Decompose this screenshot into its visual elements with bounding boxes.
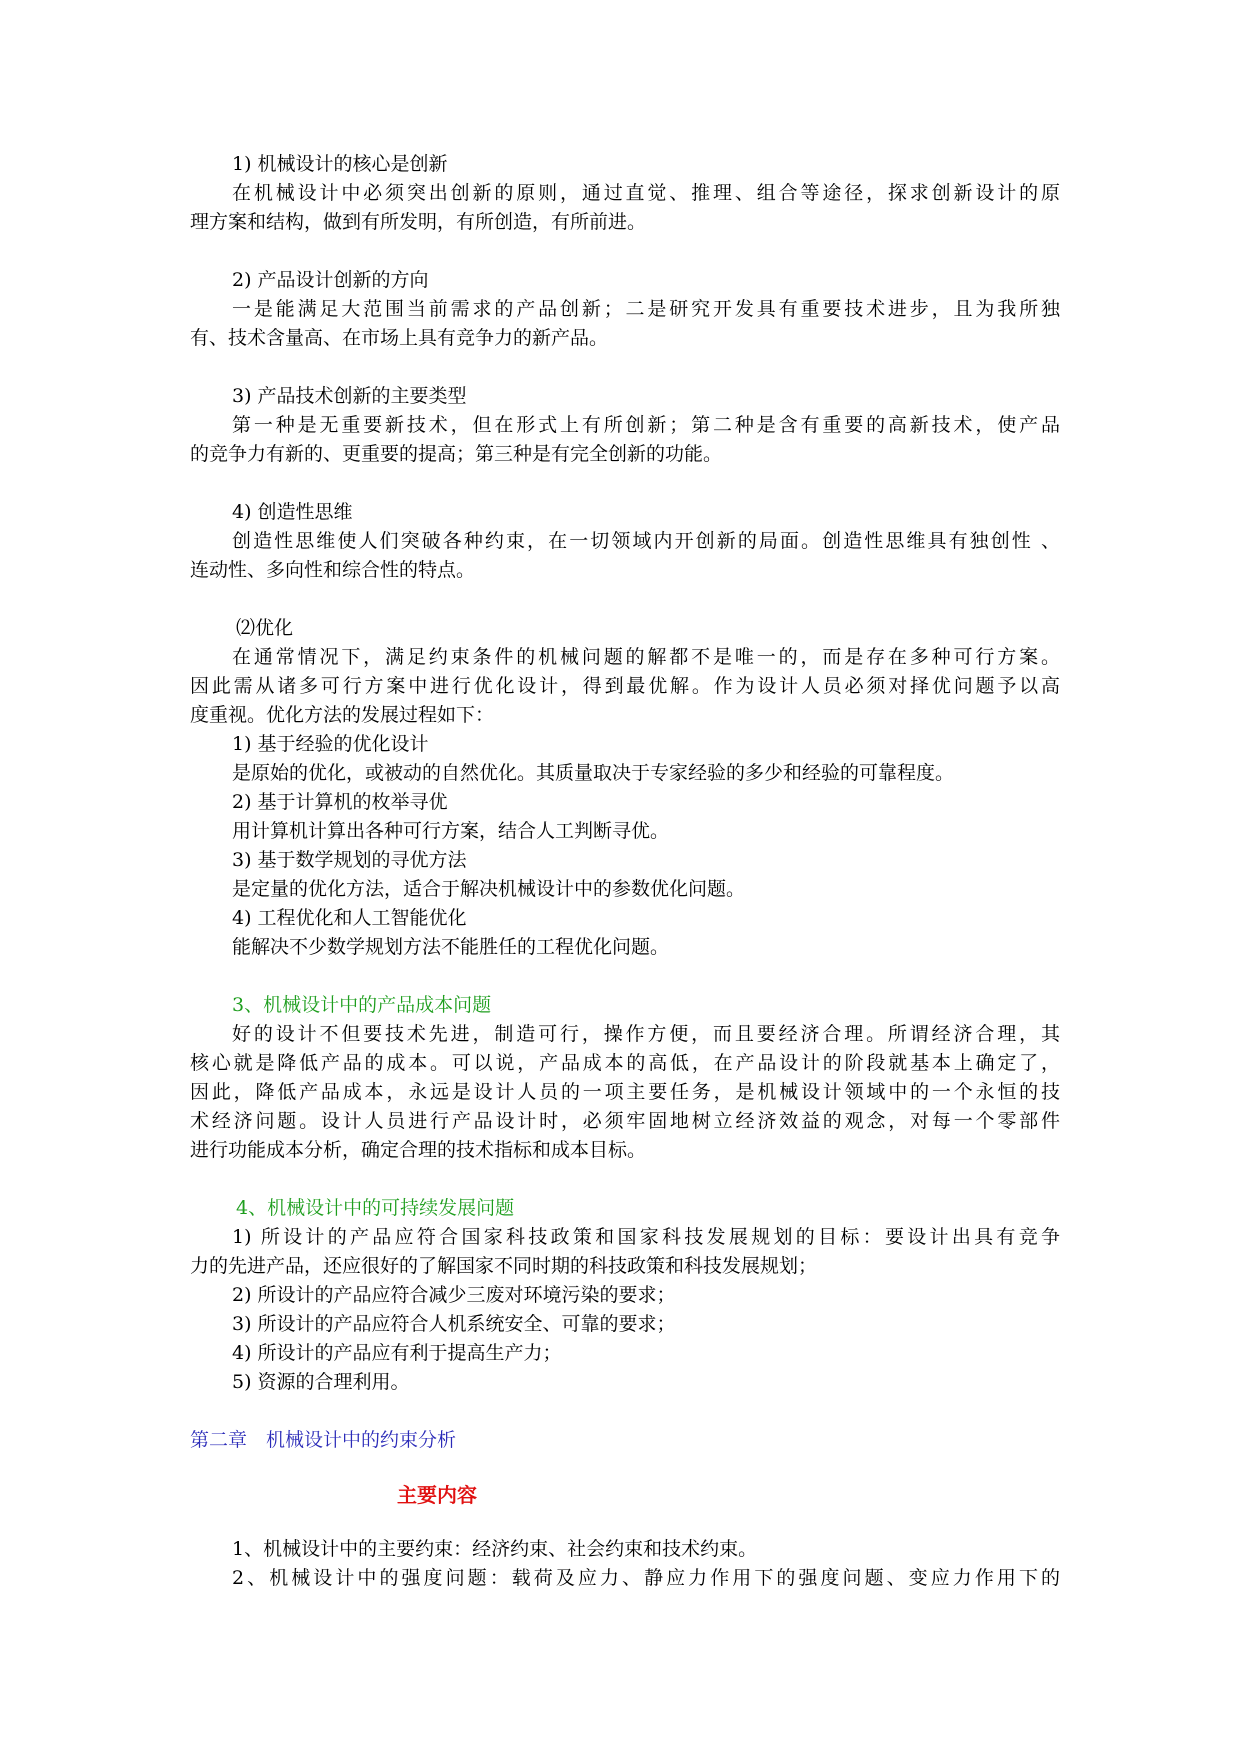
list-item-heading: 3) 基于数学规划的寻优方法: [232, 849, 467, 871]
paragraph-line: 好的设计不但要技术先进，制造可行，操作方便，而且要经济合理。所谓经济合理，其: [232, 1023, 1060, 1045]
paragraph-line: 度重视。优化方法的发展过程如下：: [190, 704, 495, 726]
paragraph-line: 的竞争力有新的、更重要的提高；第三种是有完全创新的功能。: [190, 443, 723, 465]
list-item-text: 能解决不少数学规划方法不能胜任的工程优化问题。: [232, 936, 670, 958]
paragraph-line: 理方案和结构，做到有所发明，有所创造，有所前进。: [190, 211, 647, 233]
paragraph-line: 核心就是降低产品的成本。可以说，产品成本的高低，在产品设计的阶段就基本上确定了，: [190, 1052, 1060, 1074]
paragraph-line: 一是能满足大范围当前需求的产品创新；二是研究开发具有重要技术进步，且为我所独: [232, 298, 1060, 320]
heading-sustainable-development: 4、机械设计中的可持续发展问题: [236, 1197, 515, 1219]
paragraph-line: 因此，降低产品成本，永远是设计人员的一项主要任务，是机械设计领域中的一个永恒的技: [190, 1081, 1060, 1103]
list-item-text: 1、机械设计中的主要约束：经济约束、社会约束和技术约束。: [232, 1538, 758, 1560]
chapter-title: 第二章 机械设计中的约束分析: [190, 1429, 457, 1451]
list-item-heading: 2) 基于计算机的枚举寻优: [232, 791, 448, 813]
list-item-text: 力的先进产品，还应很好的了解国家不同时期的科技政策和科技发展规划；: [190, 1255, 818, 1277]
paragraph-line: 因此需从诸多可行方案中进行优化设计，得到最优解。作为设计人员必须对择优问题予以高: [190, 675, 1060, 697]
list-item-text: 5) 资源的合理利用。: [232, 1371, 410, 1393]
paragraph-line: 进行功能成本分析，确定合理的技术指标和成本目标。: [190, 1139, 647, 1161]
paragraph-line: 有、技术含量高、在市场上具有竞争力的新产品。: [190, 327, 609, 349]
list-item-text: 4) 所设计的产品应有利于提高生产力；: [232, 1342, 562, 1364]
list-item-text: 是定量的优化方法，适合于解决机械设计中的参数优化问题。: [232, 878, 746, 900]
list-item-text: 用计算机计算出各种可行方案，结合人工判断寻优。: [232, 820, 670, 842]
heading-optimization: ⑵优化: [236, 617, 294, 639]
paragraph-line: 第一种是无重要新技术，但在形式上有所创新；第二种是含有重要的高新技术，使产品: [232, 414, 1060, 436]
paragraph-line: 连动性、多向性和综合性的特点。: [190, 559, 476, 581]
list-item-heading: 1) 基于经验的优化设计: [232, 733, 429, 755]
list-item-text: 是原始的优化，或被动的自然优化。其质量取决于专家经验的多少和经验的可靠程度。: [232, 762, 955, 784]
list-item-text: 2) 所设计的产品应符合减少三废对环境污染的要求；: [232, 1284, 676, 1306]
heading-innovation-direction: 2) 产品设计创新的方向: [232, 269, 429, 291]
paragraph-line: 在通常情况下，满足约束条件的机械问题的解都不是唯一的，而是存在多种可行方案。: [232, 646, 1060, 668]
list-item-text: 3) 所设计的产品应符合人机系统安全、可靠的要求；: [232, 1313, 676, 1335]
document-page: [190, 150, 1060, 1593]
list-item-text: 2、机械设计中的强度问题：载荷及应力、静应力作用下的强度问题、变应力作用下的: [232, 1567, 1060, 1589]
heading-innovation-core: 1) 机械设计的核心是创新: [232, 153, 448, 175]
section-subtitle: 主要内容: [397, 1483, 477, 1507]
heading-creative-thinking: 4) 创造性思维: [232, 501, 353, 523]
list-item-text: 1) 所设计的产品应符合国家科技政策和国家科技发展规划的目标：要设计出具有竞争: [232, 1226, 1060, 1248]
paragraph-line: 创造性思维使人们突破各种约束，在一切领域内开创新的局面。创造性思维具有独创性 、: [232, 530, 1060, 552]
heading-innovation-types: 3) 产品技术创新的主要类型: [232, 385, 467, 407]
heading-product-cost: 3、机械设计中的产品成本问题: [232, 994, 492, 1016]
paragraph-line: 在机械设计中必须突出创新的原则，通过直觉、推理、组合等途径，探求创新设计的原: [232, 182, 1060, 204]
paragraph-line: 术经济问题。设计人员进行产品设计时，必须牢固地树立经济效益的观念，对每一个零部件: [190, 1110, 1060, 1132]
list-item-heading: 4) 工程优化和人工智能优化: [232, 907, 467, 929]
